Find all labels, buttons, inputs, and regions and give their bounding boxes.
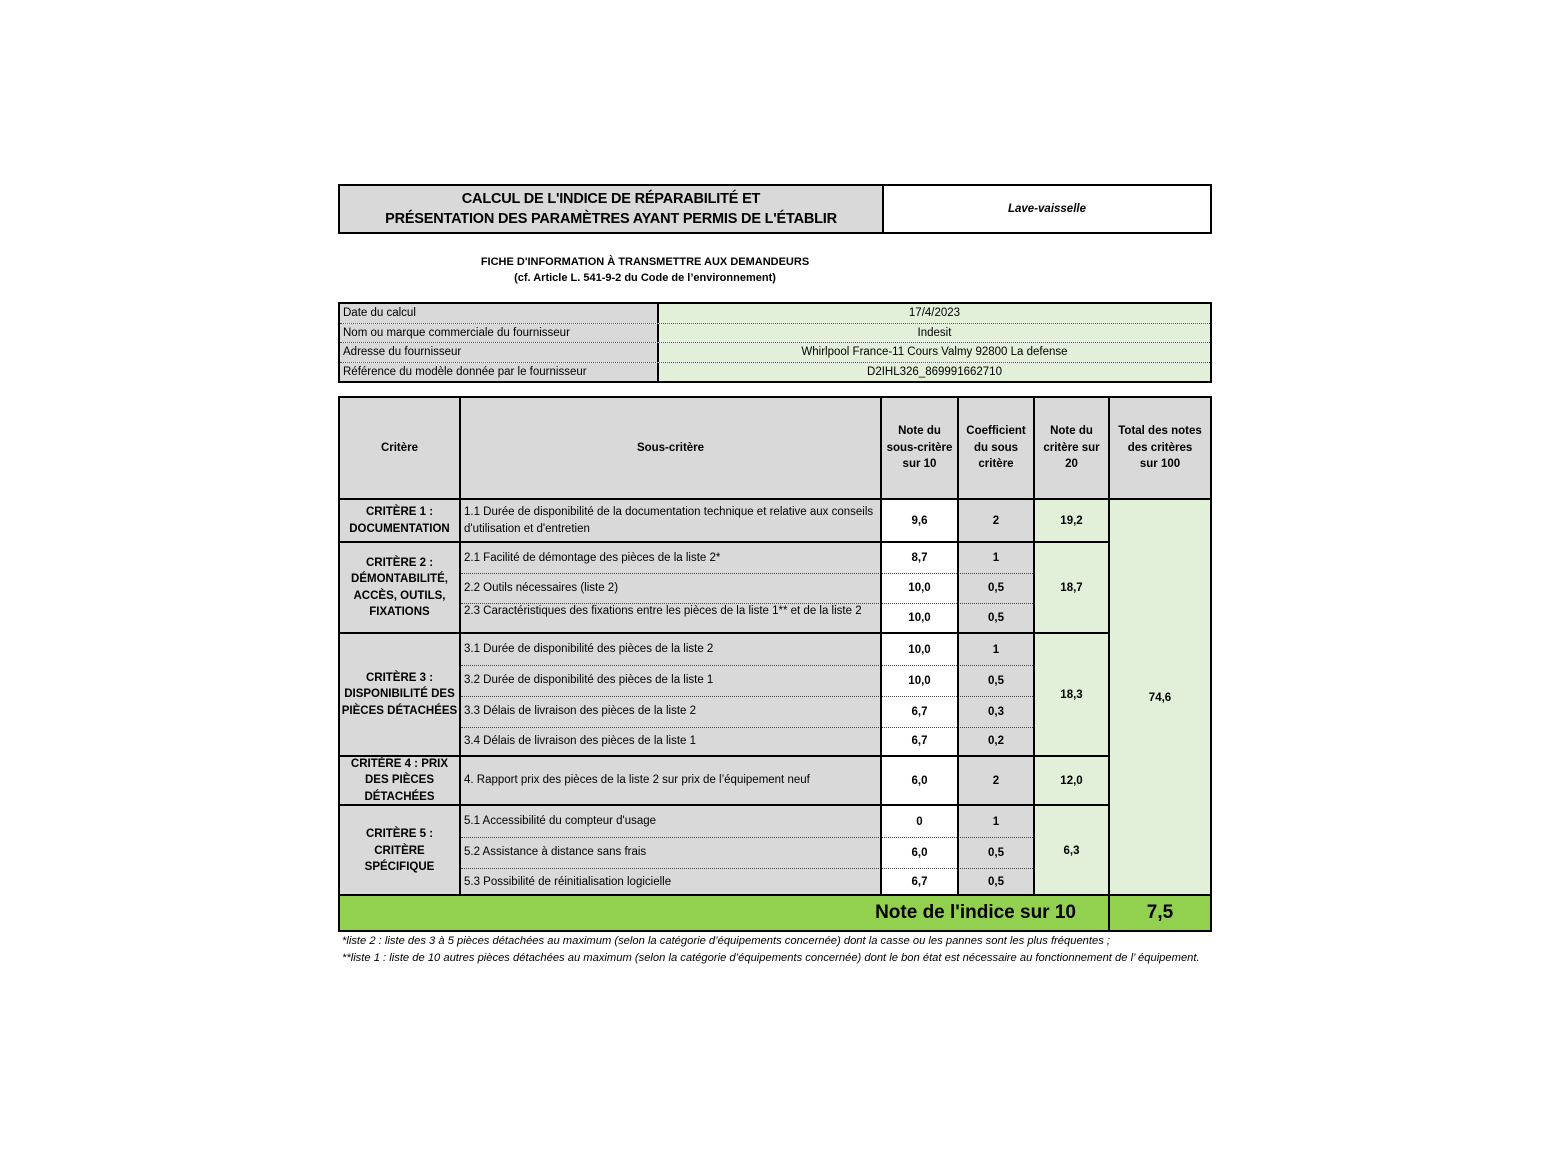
info-row-model-reference <box>340 362 1210 382</box>
sub-coef: 0,5 <box>959 603 1033 632</box>
footnotes <box>342 933 1212 966</box>
sub-note: 10,0 <box>882 603 957 632</box>
header-text: Note du <box>898 425 941 438</box>
criterion-3-note: 18,3 <box>1035 634 1108 755</box>
sub-coef: 0,5 <box>959 573 1033 603</box>
criterion-5-note: 6,3 <box>1035 806 1108 896</box>
criterion-text: PIÈCES DÉTACHÉES <box>341 704 458 717</box>
row-separator <box>461 868 1033 869</box>
criterion-text: DISPONIBILITÉ DES <box>344 688 455 701</box>
criterion-text: DÉTACHÉES <box>364 790 435 803</box>
criterion-2-label <box>340 543 459 632</box>
criterion-1-label <box>340 500 459 541</box>
sub-coef: 1 <box>959 634 1033 665</box>
sub-coef: 1 <box>959 543 1033 573</box>
header-text: Coefficient <box>966 425 1026 438</box>
sub-criterion-3-1: 3.1 Durée de disponibilité des pièces de la liste 2 <box>461 634 880 665</box>
criterion-text: DÉMONTABILITÉ, <box>351 573 448 585</box>
header-text: sur 100 <box>1139 458 1181 471</box>
criterion-3-label <box>340 634 459 755</box>
info-row-date <box>340 304 1210 323</box>
product-category: Lave-vaisselle <box>1007 203 1086 215</box>
criterion-text: CRITÈRE 5 : CRITÈRE <box>365 828 434 857</box>
sub-criterion-5-1: 5.1 Accessibilité du compteur d'usage <box>461 806 880 837</box>
info-label: Date du calcul <box>340 304 659 323</box>
criterion-text: SPÉCIFIQUE <box>364 861 435 874</box>
sub-criterion-2-3: 2.3 Caractéristiques des fixations entre les pièces de la liste 1** et de la liste 2 <box>461 603 880 632</box>
sub-coef: 1 <box>959 806 1033 837</box>
header-text: Note du <box>1050 425 1093 438</box>
header-coefficient <box>959 398 1033 498</box>
info-value: Indesit <box>659 324 1210 343</box>
grid-line <box>340 498 1210 500</box>
row-separator <box>461 603 1033 604</box>
sub-criterion-3-2: 3.2 Durée de disponibilité des pièces de la liste 1 <box>461 665 880 696</box>
info-row-brand <box>340 323 1210 343</box>
sub-note: 6,7 <box>882 696 957 727</box>
sub-note: 10,0 <box>882 634 957 665</box>
header-text: 20 <box>1065 458 1078 471</box>
criterion-4-label <box>340 757 459 804</box>
grid-line <box>459 398 461 896</box>
sub-coef: 0,5 <box>959 837 1033 868</box>
document-title <box>340 186 884 232</box>
footnote-liste-2: *liste 2 : liste des 3 à 5 pièces détachées au maximum (selon la catégorie d’équipements concernée) dont la casse ou les pannes sont les plus fréquentes ; <box>342 935 1111 947</box>
title-block <box>338 184 1212 234</box>
criterion-text: CRITÈRE 2 : <box>365 556 434 569</box>
sub-criterion-5-2: 5.2 Assistance à distance sans frais <box>461 837 880 868</box>
sub-criterion-3-4: 3.4 Délais de livraison des pièces de la liste 1 <box>461 727 880 755</box>
subtitle <box>400 254 890 286</box>
criterion-1-note: 19,2 <box>1035 500 1108 541</box>
info-label: Référence du modèle donnée par le fournisseur <box>340 363 659 382</box>
sub-coef: 0,5 <box>959 665 1033 696</box>
sub-coef: 0,5 <box>959 868 1033 896</box>
sub-criterion-5-3: 5.3 Possibilité de réinitialisation logicielle <box>461 868 880 896</box>
sub-criterion-3-3: 3.3 Délais de livraison des pièces de la liste 2 <box>461 696 880 727</box>
criterion-text: DES PIÈCES <box>364 774 435 787</box>
subtitle-line-1: FICHE D'INFORMATION À TRANSMETTRE AUX DEMANDEURS <box>480 256 810 268</box>
sub-criterion-2-1: 2.1 Facilité de démontage des pièces de la liste 2* <box>461 543 880 573</box>
sub-note: 10,0 <box>882 573 957 603</box>
header-text: critère sur <box>1043 441 1100 454</box>
header-note-critere <box>1035 398 1108 498</box>
sub-coef: 2 <box>959 500 1033 541</box>
header-critere-text: Critère <box>380 441 419 454</box>
info-label: Adresse du fournisseur <box>340 343 659 362</box>
info-value: D2IHL326_869991662710 <box>659 363 1210 382</box>
criterion-text: FIXATIONS <box>369 606 430 618</box>
grid-line <box>1033 398 1035 896</box>
grid-line <box>957 398 959 896</box>
repairability-score-table <box>338 396 1212 932</box>
criterion-4-note: 12,0 <box>1035 757 1108 804</box>
sub-coef: 0,2 <box>959 727 1033 755</box>
sub-note: 0 <box>882 806 957 837</box>
header-sous-critere-text: Sous-critère <box>636 441 705 454</box>
criterion-2-note: 18,7 <box>1035 543 1108 632</box>
header-text: sur 10 <box>902 458 937 471</box>
sub-note: 6,7 <box>882 727 957 755</box>
final-score-row <box>340 896 1210 930</box>
criterion-5-label <box>340 806 459 896</box>
criterion-text: DOCUMENTATION <box>349 522 450 535</box>
sub-note: 6,7 <box>882 868 957 896</box>
header-text: sous-critère <box>886 441 953 454</box>
criterion-text: CRITÈRE 1 : <box>365 506 434 518</box>
grid-line <box>340 632 1110 634</box>
sub-note: 9,6 <box>882 500 957 541</box>
header-text: critère <box>978 458 1014 471</box>
sub-criterion-1-1: 1.1 Durée de disponibilité de la documentation technique et relative aux conseils d'utilisation et d'entretien <box>461 500 880 541</box>
footnote-liste-1: **liste 1 : liste de 10 autres pièces détachées au maximum (selon la catégorie d’équipements concernée) dont le bon état est nécessaire au fonctionnement de l’ équipement. <box>342 951 1200 964</box>
final-score-label: Note de l'indice sur 10 <box>875 902 1076 923</box>
header-text: des critères <box>1127 441 1193 454</box>
criterion-text: CRITÈRE 4 : PRIX <box>350 757 449 770</box>
title-line-2: PRÉSENTATION DES PARAMÈTRES AYANT PERMIS DE L'ÉTABLIR <box>385 211 837 227</box>
supplier-info-table <box>338 302 1212 383</box>
row-separator <box>461 573 1033 574</box>
info-label: Nom ou marque commerciale du fournisseur <box>340 324 659 343</box>
sub-note: 10,0 <box>882 665 957 696</box>
sub-criterion-4: 4. Rapport prix des pièces de la liste 2 sur prix de l’équipement neuf <box>461 757 880 804</box>
header-text: du sous <box>973 441 1019 454</box>
row-separator <box>461 696 1033 697</box>
sub-criterion-2-2: 2.2 Outils nécessaires (liste 2) <box>461 573 880 603</box>
sub-coef: 2 <box>959 757 1033 804</box>
sub-note: 8,7 <box>882 543 957 573</box>
row-separator <box>461 837 1033 838</box>
criterion-text: ACCÈS, OUTILS, <box>353 589 446 602</box>
title-line-1: CALCUL DE L'INDICE DE RÉPARABILITÉ ET <box>461 191 761 207</box>
header-total <box>1110 398 1210 498</box>
header-note-sous-critere <box>882 398 957 498</box>
grid-line <box>340 804 1110 806</box>
header-text: Total des notes <box>1118 425 1202 438</box>
row-separator <box>461 727 1033 728</box>
info-row-address <box>340 342 1210 362</box>
header-critere <box>340 398 459 498</box>
subtitle-line-2: (cf. Article L. 541-9-2 du Code de l’environnement) <box>514 272 776 284</box>
sub-note: 6,0 <box>882 837 957 868</box>
criterion-text: CRITÈRE 3 : <box>365 671 434 684</box>
grid-line <box>1108 398 1110 930</box>
grid-line <box>340 755 1110 757</box>
row-separator <box>461 665 1033 666</box>
final-score-value: 7,5 <box>1146 902 1174 923</box>
info-value: Whirlpool France-11 Cours Valmy 92800 La defense <box>659 343 1210 362</box>
header-sous-critere <box>461 398 880 498</box>
sub-note: 6,0 <box>882 757 957 804</box>
grid-line <box>340 541 1110 543</box>
sub-coef: 0,3 <box>959 696 1033 727</box>
grid-line <box>1108 896 1110 930</box>
grid-line <box>880 398 882 896</box>
info-value: 17/4/2023 <box>659 304 1210 323</box>
total-sur-100: 74,6 <box>1110 500 1210 896</box>
